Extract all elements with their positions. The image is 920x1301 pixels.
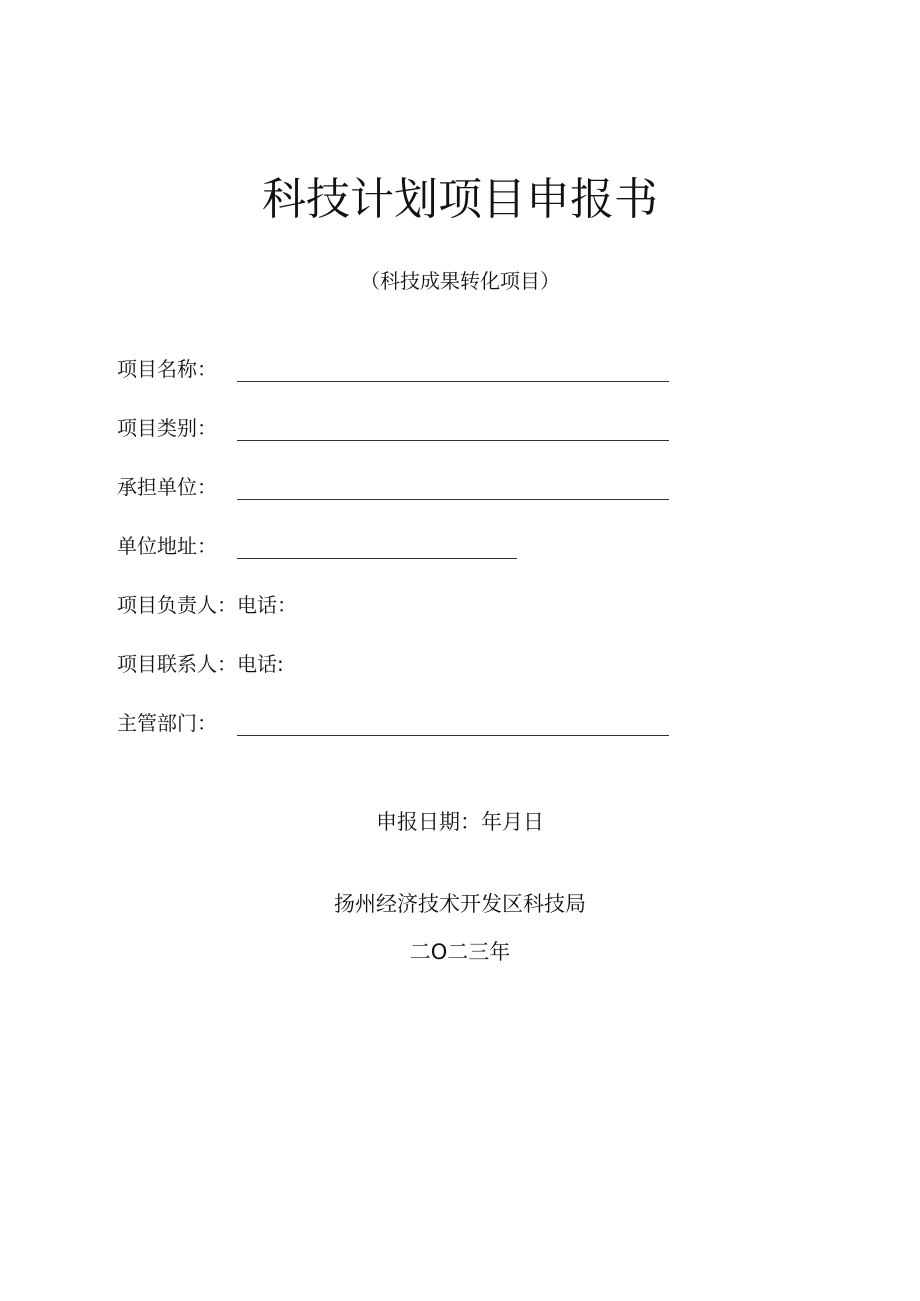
field-label-supervising-dept: 主管部门： [117, 711, 217, 735]
field-project-name [117, 354, 669, 384]
field-project-leader [117, 590, 297, 620]
apply-date: 申报日期：年月日 [376, 810, 544, 834]
document-subtitle: （科技成果转化项目） [360, 269, 560, 293]
field-label-project-category: 项目类别： [117, 416, 217, 440]
fill-line-project-category [237, 439, 669, 441]
field-project-contact [117, 649, 284, 679]
field-label-unit-address: 单位地址： [117, 534, 217, 558]
field-supervising-dept [117, 708, 669, 738]
field-label-undertaking-unit: 承担单位： [117, 475, 217, 499]
field-unit-address [117, 531, 517, 561]
issuer: 扬州经济技术开发区科技局 [334, 892, 586, 916]
document-year: 二O二三年 [409, 940, 511, 964]
fill-line-undertaking-unit [237, 498, 669, 500]
fill-line-supervising-dept [237, 734, 669, 736]
document-title: 科技计划项目申报书 [262, 174, 658, 225]
fill-line-unit-address [237, 557, 517, 559]
field-label-project-contact: 项目联系人：电话: [117, 652, 284, 676]
field-label-project-name: 项目名称： [117, 357, 217, 381]
field-label-project-leader: 项目负责人：电话： [117, 593, 297, 617]
field-project-category [117, 413, 669, 443]
fill-line-project-name [237, 380, 669, 382]
field-undertaking-unit [117, 472, 669, 502]
